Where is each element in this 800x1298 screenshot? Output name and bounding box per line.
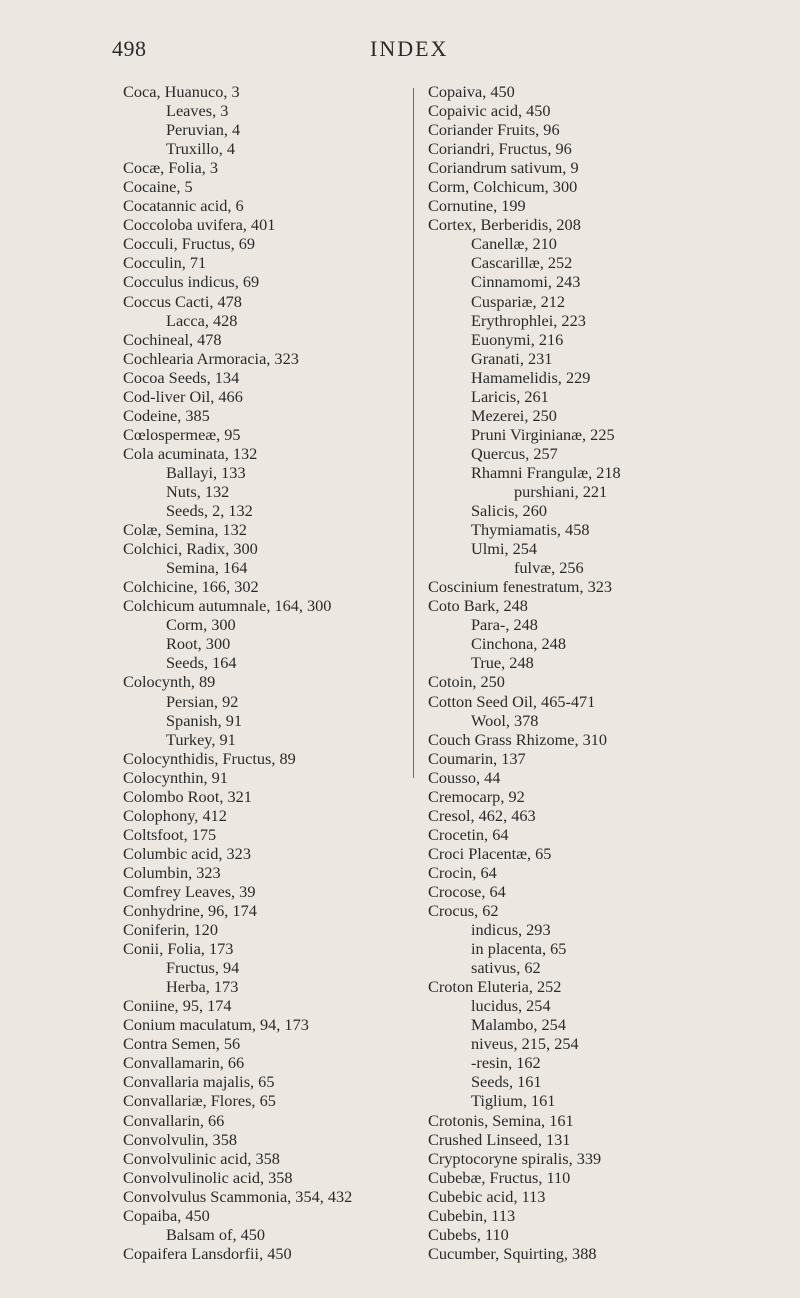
- index-entry: Crocose, 64: [428, 881, 506, 901]
- index-entry: Croci Placentæ, 65: [428, 843, 552, 863]
- index-entry: Colophony, 412: [123, 805, 227, 825]
- index-entry: Quercus, 257: [471, 443, 558, 463]
- index-entry: Truxillo, 4: [166, 139, 236, 159]
- index-entry: Convolvulinolic acid, 358: [123, 1167, 293, 1187]
- index-entry: purshiani, 221: [514, 481, 608, 501]
- index-entry: Colocynthidis, Fructus, 89: [123, 748, 296, 768]
- index-entry: Wool, 378: [471, 710, 539, 730]
- index-entry: Malambo, 254: [471, 1015, 566, 1035]
- index-entry: Copaiva, 450: [428, 82, 515, 101]
- index-entry: Cocoa Seeds, 134: [123, 367, 240, 387]
- index-entry: Cœlospermeæ, 95: [123, 424, 241, 444]
- index-entry: Copaiba, 450: [123, 1205, 210, 1225]
- index-entry: Cubebs, 110: [428, 1224, 509, 1244]
- index-entry: Cocaine, 5: [123, 177, 193, 197]
- index-entry: Para-, 248: [471, 615, 538, 635]
- index-entry: Cousso, 44: [428, 767, 501, 787]
- index-entry: True, 248: [471, 653, 534, 673]
- index-entry: Cotoin, 250: [428, 672, 505, 692]
- index-entry: Comfrey Leaves, 39: [123, 881, 256, 901]
- index-entry: Corm, Colchicum, 300: [428, 177, 578, 197]
- index-entry: Copaivic acid, 450: [428, 101, 551, 121]
- index-entry: Canellæ, 210: [471, 234, 557, 254]
- index-entry: Cotton Seed Oil, 465-471: [428, 691, 596, 711]
- index-entry: Cocculi, Fructus, 69: [123, 234, 256, 254]
- index-entry: Peruvian, 4: [166, 120, 241, 140]
- index-entry: Rhamni Frangulæ, 218: [471, 462, 621, 482]
- index-entry: Nuts, 132: [166, 481, 230, 501]
- index-entry: Cola acuminata, 132: [123, 443, 258, 463]
- column-divider: [413, 88, 414, 778]
- index-entry: sativus, 62: [471, 958, 541, 978]
- index-entry: Cucumber, Squirting, 388: [428, 1243, 597, 1263]
- index-entry: Contra Semen, 56: [123, 1034, 241, 1054]
- index-entry: Seeds, 164: [166, 653, 237, 673]
- index-entry: Colocynth, 89: [123, 672, 216, 692]
- index-entry: Tiglium, 161: [471, 1091, 556, 1111]
- index-entry: Colæ, Semina, 132: [123, 520, 247, 540]
- index-entry: Seeds, 2, 132: [166, 501, 253, 521]
- index-entry: Thymiamatis, 458: [471, 520, 590, 540]
- index-entry: Convallamarin, 66: [123, 1053, 245, 1073]
- index-entry: in placenta, 65: [471, 939, 567, 959]
- index-entry: Conii, Folia, 173: [123, 939, 234, 959]
- index-entry: Coto Bark, 248: [428, 596, 528, 616]
- index-entry: Coca, Huanuco, 3: [123, 82, 240, 101]
- index-entry: Coscinium fenestratum, 323: [428, 577, 613, 597]
- index-entry: Cresol, 462, 463: [428, 805, 536, 825]
- index-entry: Cubebin, 113: [428, 1205, 516, 1225]
- index-entry: Laricis, 261: [471, 386, 549, 406]
- index-entry: Granati, 231: [471, 348, 553, 368]
- index-entry: Cascarillæ, 252: [471, 253, 573, 273]
- index-entry: Coriandrum sativum, 9: [428, 158, 579, 178]
- index-entry: fulvæ, 256: [514, 558, 584, 578]
- page-number: 498: [112, 36, 147, 61]
- index-column-right: [428, 82, 621, 1263]
- index-entry: Convolvulin, 358: [123, 1129, 237, 1149]
- index-entry: Cubebic acid, 113: [428, 1186, 546, 1206]
- index-entry: Coccus Cacti, 478: [123, 291, 242, 311]
- index-entry: Croton Eluteria, 252: [428, 977, 562, 997]
- index-entry: Cocculus indicus, 69: [123, 272, 260, 292]
- index-entry: Cocculin, 71: [123, 253, 207, 273]
- index-entry: Lacca, 428: [166, 310, 238, 330]
- index-entry: Root, 300: [166, 634, 231, 654]
- index-entry: Crocus, 62: [428, 901, 499, 921]
- index-entry: Persian, 92: [166, 691, 239, 711]
- index-entry: Cubebæ, Fructus, 110: [428, 1167, 571, 1187]
- index-entry: niveus, 215, 254: [471, 1034, 579, 1054]
- index-entry: Coriander Fruits, 96: [428, 120, 560, 140]
- index-entry: Convallaria majalis, 65: [123, 1072, 275, 1092]
- index-entry: Salicis, 260: [471, 501, 547, 521]
- index-entry: Coltsfoot, 175: [123, 824, 217, 844]
- index-entry: Colchicine, 166, 302: [123, 577, 259, 597]
- index-entry: Cinnamomi, 243: [471, 272, 581, 292]
- index-entry: Leaves, 3: [166, 101, 229, 121]
- index-entry: Fructus, 94: [166, 958, 240, 978]
- index-entry: Crocin, 64: [428, 862, 497, 882]
- index-entry: Cremocarp, 92: [428, 786, 525, 806]
- index-entry: Cochlearia Armoracia, 323: [123, 348, 299, 368]
- index-entry: Coccoloba uvifera, 401: [123, 215, 276, 235]
- index-entry: Coniferin, 120: [123, 920, 218, 940]
- index-entry: Columbin, 323: [123, 862, 221, 882]
- index-entry: Spanish, 91: [166, 710, 242, 730]
- index-entry: Colchici, Radix, 300: [123, 539, 258, 559]
- index-entry: Coumarin, 137: [428, 748, 526, 768]
- index-entry: Convallarin, 66: [123, 1110, 225, 1130]
- index-column-left: [123, 82, 352, 1263]
- index-entry: -resin, 162: [471, 1053, 541, 1073]
- index-entry: Coriandri, Fructus, 96: [428, 139, 572, 159]
- index-entry: Cochineal, 478: [123, 329, 222, 349]
- index-entry: Ballayi, 133: [166, 462, 246, 482]
- index-entry: Cornutine, 199: [428, 196, 526, 216]
- index-entry: Seeds, 161: [471, 1072, 542, 1092]
- index-entry: Cod-liver Oil, 466: [123, 386, 243, 406]
- index-entry: Coniine, 95, 174: [123, 996, 232, 1016]
- index-entry: Corm, 300: [166, 615, 236, 635]
- index-entry: Cocatannic acid, 6: [123, 196, 244, 216]
- index-entry: Semina, 164: [166, 558, 248, 578]
- index-entry: Cortex, Berberidis, 208: [428, 215, 581, 235]
- index-entry: Columbic acid, 323: [123, 843, 251, 863]
- index-entry: Herba, 173: [166, 977, 239, 997]
- index-entry: Turkey, 91: [166, 729, 236, 749]
- index-entry: Pruni Virginianæ, 225: [471, 424, 615, 444]
- index-entry: Codeine, 385: [123, 405, 210, 425]
- index-entry: lucidus, 254: [471, 996, 551, 1016]
- index-entry: Cuspariæ, 212: [471, 291, 566, 311]
- index-entry: Conium maculatum, 94, 173: [123, 1015, 309, 1035]
- index-entry: Crotonis, Semina, 161: [428, 1110, 574, 1130]
- index-entry: Cryptocoryne spiralis, 339: [428, 1148, 602, 1168]
- index-entry: Colocynthin, 91: [123, 767, 228, 787]
- index-entry: Crocetin, 64: [428, 824, 509, 844]
- index-entry: Conhydrine, 96, 174: [123, 901, 257, 921]
- index-entry: indicus, 293: [471, 920, 551, 940]
- index-entry: Colombo Root, 321: [123, 786, 252, 806]
- index-entry: Euonymi, 216: [471, 329, 564, 349]
- index-entry: Mezerei, 250: [471, 405, 557, 425]
- index-entry: Copaifera Lansdorfii, 450: [123, 1243, 292, 1263]
- index-entry: Ulmi, 254: [471, 539, 538, 559]
- index-entry: Balsam of, 450: [166, 1224, 266, 1244]
- index-entry: Cinchona, 248: [471, 634, 566, 654]
- index-entry: Couch Grass Rhizome, 310: [428, 729, 608, 749]
- index-entry: Erythrophlei, 223: [471, 310, 586, 330]
- index-entry: Convolvulinic acid, 358: [123, 1148, 280, 1168]
- index-entry: Crushed Linseed, 131: [428, 1129, 571, 1149]
- index-entry: Convallariæ, Flores, 65: [123, 1091, 276, 1111]
- index-entry: Convolvulus Scammonia, 354, 432: [123, 1186, 353, 1206]
- index-entry: Cocæ, Folia, 3: [123, 158, 218, 178]
- index-entry: Colchicum autumnale, 164, 300: [123, 596, 332, 616]
- index-entry: Hamamelidis, 229: [471, 367, 591, 387]
- page-title: INDEX: [370, 36, 449, 61]
